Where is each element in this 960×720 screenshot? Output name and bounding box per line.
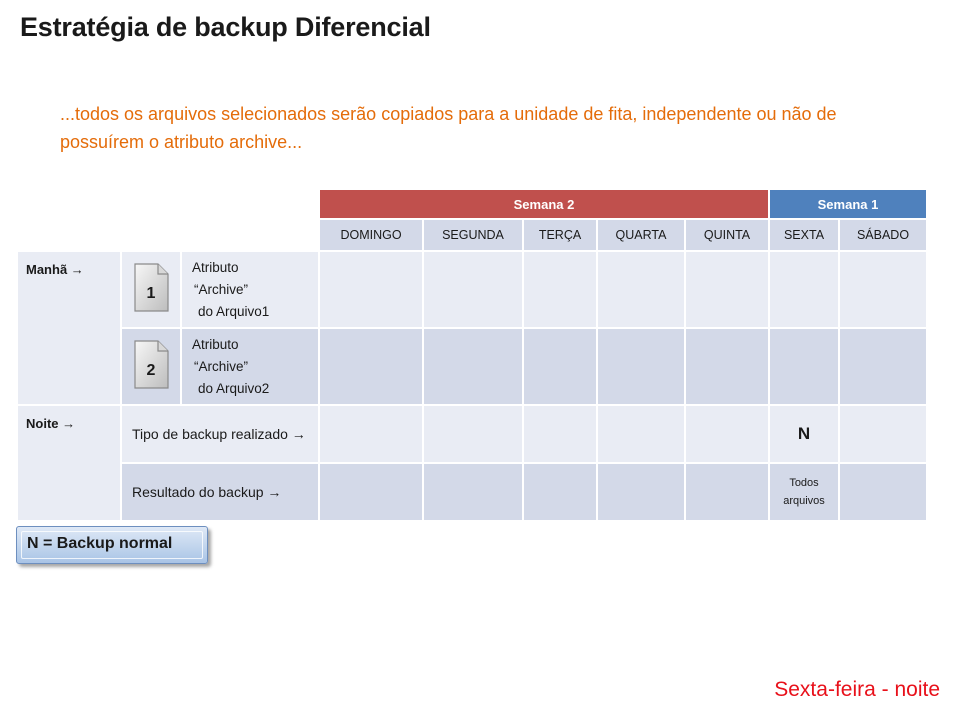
cell <box>523 251 597 328</box>
cell <box>685 405 769 463</box>
cell <box>839 405 927 463</box>
day-header-terca: TERÇA <box>523 219 597 251</box>
friday-backup-type: N <box>769 405 839 463</box>
week2-header: Semana 2 <box>319 189 769 219</box>
cell <box>523 463 597 521</box>
file2-number: 2 <box>146 362 156 379</box>
file2-attribute-cell <box>181 328 319 405</box>
footer-caption: Sexta-feira - noite <box>774 678 940 701</box>
day-header-sabado: SÁBADO <box>839 219 927 251</box>
night-label: Noite → <box>17 405 121 521</box>
cell <box>685 463 769 521</box>
cell <box>523 405 597 463</box>
cell <box>839 463 927 521</box>
file1-attribute-cell <box>181 251 319 328</box>
week1-header: Semana 1 <box>769 189 927 219</box>
file2-attr-line2: “Archive” <box>194 358 249 374</box>
cell <box>423 251 523 328</box>
cell <box>319 251 423 328</box>
cell <box>319 405 423 463</box>
cell <box>839 251 927 328</box>
legend-box: N = Backup normal <box>16 526 208 564</box>
file2-attr-line1: Atributo <box>192 336 239 352</box>
day-header-quinta: QUINTA <box>685 219 769 251</box>
day-header-sexta: SEXTA <box>769 219 839 251</box>
document-icon <box>131 338 171 392</box>
cell <box>597 328 685 405</box>
friday-backup-result: Todos arquivos <box>769 463 839 521</box>
cell <box>597 405 685 463</box>
description-text: ...todos os arquivos selecionados serão copiados para a unidade de fita, independente ou não de possuírem o atributo archive... <box>60 104 837 152</box>
backup-type-label: Tipo de backup realizado → <box>121 405 319 463</box>
document-icon <box>131 261 171 315</box>
backup-result-label: Resultado do backup → <box>121 463 319 521</box>
file1-attr-line2: “Archive” <box>194 281 249 297</box>
cell <box>423 463 523 521</box>
day-header-segunda: SEGUNDA <box>423 219 523 251</box>
cell <box>597 463 685 521</box>
file1-attr-line3: do Arquivo1 <box>198 303 270 319</box>
cell <box>423 405 523 463</box>
morning-label: Manhã → <box>17 251 121 405</box>
cell <box>523 328 597 405</box>
file1-icon-cell <box>121 251 181 328</box>
file2-icon-cell <box>121 328 181 405</box>
day-header-quarta: QUARTA <box>597 219 685 251</box>
cell <box>769 328 839 405</box>
cell <box>597 251 685 328</box>
cell <box>769 251 839 328</box>
file1-attr-line1: Atributo <box>192 259 239 275</box>
page-title: Estratégia de backup Diferencial <box>20 12 431 42</box>
cell <box>839 328 927 405</box>
day-header-domingo: DOMINGO <box>319 219 423 251</box>
backup-schedule-table <box>16 188 928 522</box>
file2-attr-line3: do Arquivo2 <box>198 380 270 396</box>
cell <box>423 328 523 405</box>
file1-number: 1 <box>146 285 156 302</box>
blank-header-cell <box>17 219 319 251</box>
cell <box>685 251 769 328</box>
blank-header-cell <box>17 189 319 219</box>
cell <box>685 328 769 405</box>
cell <box>319 463 423 521</box>
cell <box>319 328 423 405</box>
